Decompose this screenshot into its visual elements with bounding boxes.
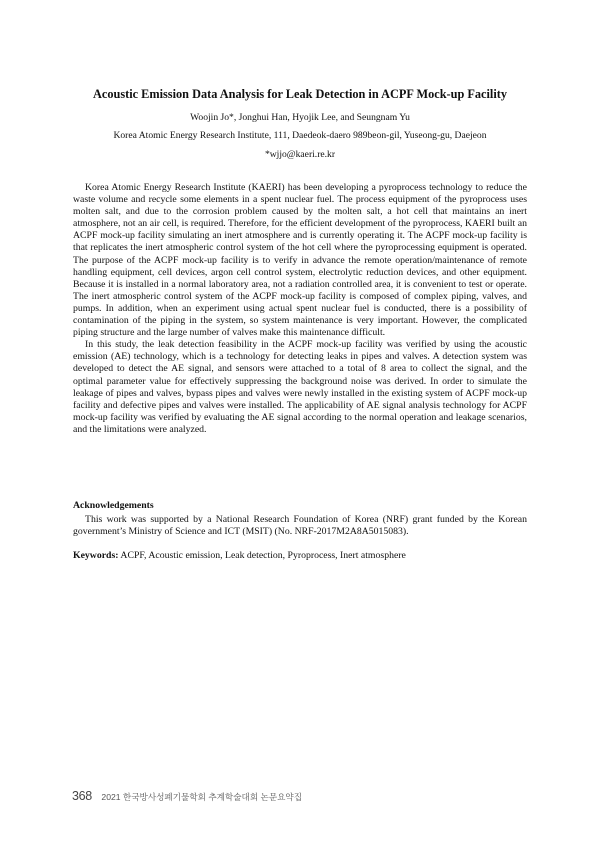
abstract-paragraph-1: Korea Atomic Energy Research Institute (KAERI) has been developing a pyroprocess technology to reduce the waste volume and recycle some elements in a spent nuclear fuel. The process equipment of the pyroprocess uses molten salt, and due to the corrosion problem caused by the molten salt, a hot cell that maintains an inert atmosphere, not an air cell, is required. Therefore, for the efficient development of the pyroprocess, KAERI built an ACPF mock-up facility simulating an inert atmosphere and is currently operating it. The ACPF mock-up facility is that replicates the inert atmospheric control system of the hot cell where the pyroprocessing equipment is operated. The purpose of the ACPF mock-up facility is to verify in advance the remote operation/maintenance of remote handling equipment, cell devices, argon cell control system, electrolytic reduction devices, and other equipment. Because it is installed in a normal laboratory area, not a radiation controlled area, it is convenient to test or operate. The inert atmospheric control system of the ACPF mock-up facility is composed of complex piping, valves, and pumps. In addition, when an experiment using actual spent nuclear fuel is conducted, there is a possibility of contamination of the piping in the system, so system maintenance is very important. However, the complicated piping structure and the large number of valves make this maintenance difficult. [73,182,527,339]
corresponding-email: *wjjo@kaeri.re.kr [264,149,336,160]
acknowledgements-text: This work was supported by a National Research Foundation of Korea (NRF) grant funded by the Korean government’s Ministry of Science and ICT (MSIT) (No. NRF-2017M2A8A5015083). [73,514,527,538]
keywords-label: Keywords: [73,550,119,561]
keywords-line [73,550,527,562]
page-footer [72,787,302,807]
acknowledgements-heading: Acknowledgements [73,500,154,511]
keywords-list: ACPF, Acoustic emission, Leak detection, Pyroprocess, Inert atmosphere [120,550,406,561]
abstract-paragraph-2: In this study, the leak detection feasibility in the ACPF mock-up facility was verified by using the acoustic emission (AE) technology, which is a technology for detecting leaks in pipes and valves. A detection system was developed to detect the AE signal, and sensors were attached to a total of 8 area to collect the signal, and the optimal parameter value for effectively suppressing the background noise was derived. In order to simulate the leakage of pipes and valves, bypass pipes and valves were newly installed in the existing system of ACPF mock-up facility and defective pipes and valves were installed. The applicability of AE signal analysis technology for ACPF mock-up facility was verified by evaluating the AE signal according to the normal operation and leakage scenarios, and the limitations were analyzed. [73,339,527,435]
affiliation: Korea Atomic Energy Research Institute, 111, Daedeok-daero 989beon-gil, Yuseong-gu, Daejeon [113,130,487,141]
conference-name: 2021 한국방사성폐기물학회 추계학술대회 논문요약집 [101,792,303,802]
author-list: Woojin Jo*, Jonghui Han, Hyojik Lee, and Seungnam Yu [190,112,410,123]
paper-title: Acoustic Emission Data Analysis for Leak Detection in ACPF Mock-up Facility [93,87,507,101]
page-number: 368 [72,789,92,803]
abstract-body [73,182,527,436]
